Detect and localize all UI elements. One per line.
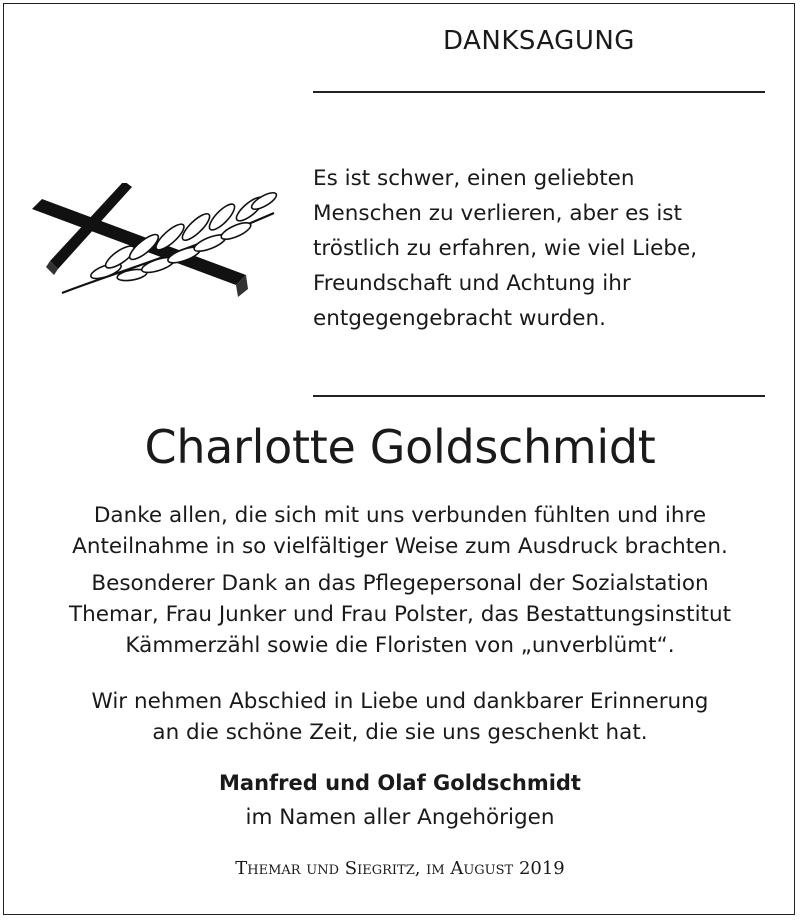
farewell-paragraph bbox=[0, 686, 800, 748]
middle-divider bbox=[313, 395, 765, 397]
thanks-line: Danke allen, die sich mit uns verbunden fühlten und ihre bbox=[93, 503, 707, 528]
place-and-date: Themar und Siegritz, im August 2019 bbox=[235, 858, 565, 879]
thanks-line: Anteilnahme in so vielfältiger Weise zum Ausdruck brachten. bbox=[72, 534, 728, 559]
quote-line: Menschen zu verlieren, aber es ist bbox=[313, 201, 682, 226]
quote-line: Es ist schwer, einen geliebten bbox=[313, 166, 635, 191]
top-divider bbox=[313, 91, 765, 93]
special-thanks-paragraph bbox=[0, 568, 800, 661]
signer-name: Manfred und Olaf Goldschmidt bbox=[219, 771, 581, 795]
quote-line: entgegengebracht wurden. bbox=[313, 306, 606, 331]
quote-line: Freundschaft und Achtung ihr bbox=[313, 271, 631, 296]
special-thanks-line: Themar, Frau Junker und Frau Polster, das Bestattungsinstitut bbox=[68, 602, 732, 627]
farewell-line: an die schöne Zeit, die sie uns geschenkt hat. bbox=[152, 720, 648, 745]
deceased-name: Charlotte Goldschmidt bbox=[144, 420, 656, 474]
thanks-paragraph bbox=[0, 500, 800, 562]
cross-with-laurel-branch-icon bbox=[28, 183, 286, 305]
signer-note: im Namen aller Angehörigen bbox=[245, 805, 555, 830]
special-thanks-line: Kämmerzähl sowie die Floristen von „unverblümt“. bbox=[125, 633, 675, 658]
special-thanks-line: Besonderer Dank an das Pflegepersonal der Sozialstation bbox=[91, 571, 709, 596]
quote-line: tröstlich zu erfahren, wie viel Liebe, bbox=[313, 236, 698, 261]
farewell-line: Wir nehmen Abschied in Liebe und dankbarer Erinnerung bbox=[91, 689, 709, 714]
condolence-quote bbox=[313, 161, 773, 336]
notice-heading: DANKSAGUNG bbox=[443, 26, 635, 56]
